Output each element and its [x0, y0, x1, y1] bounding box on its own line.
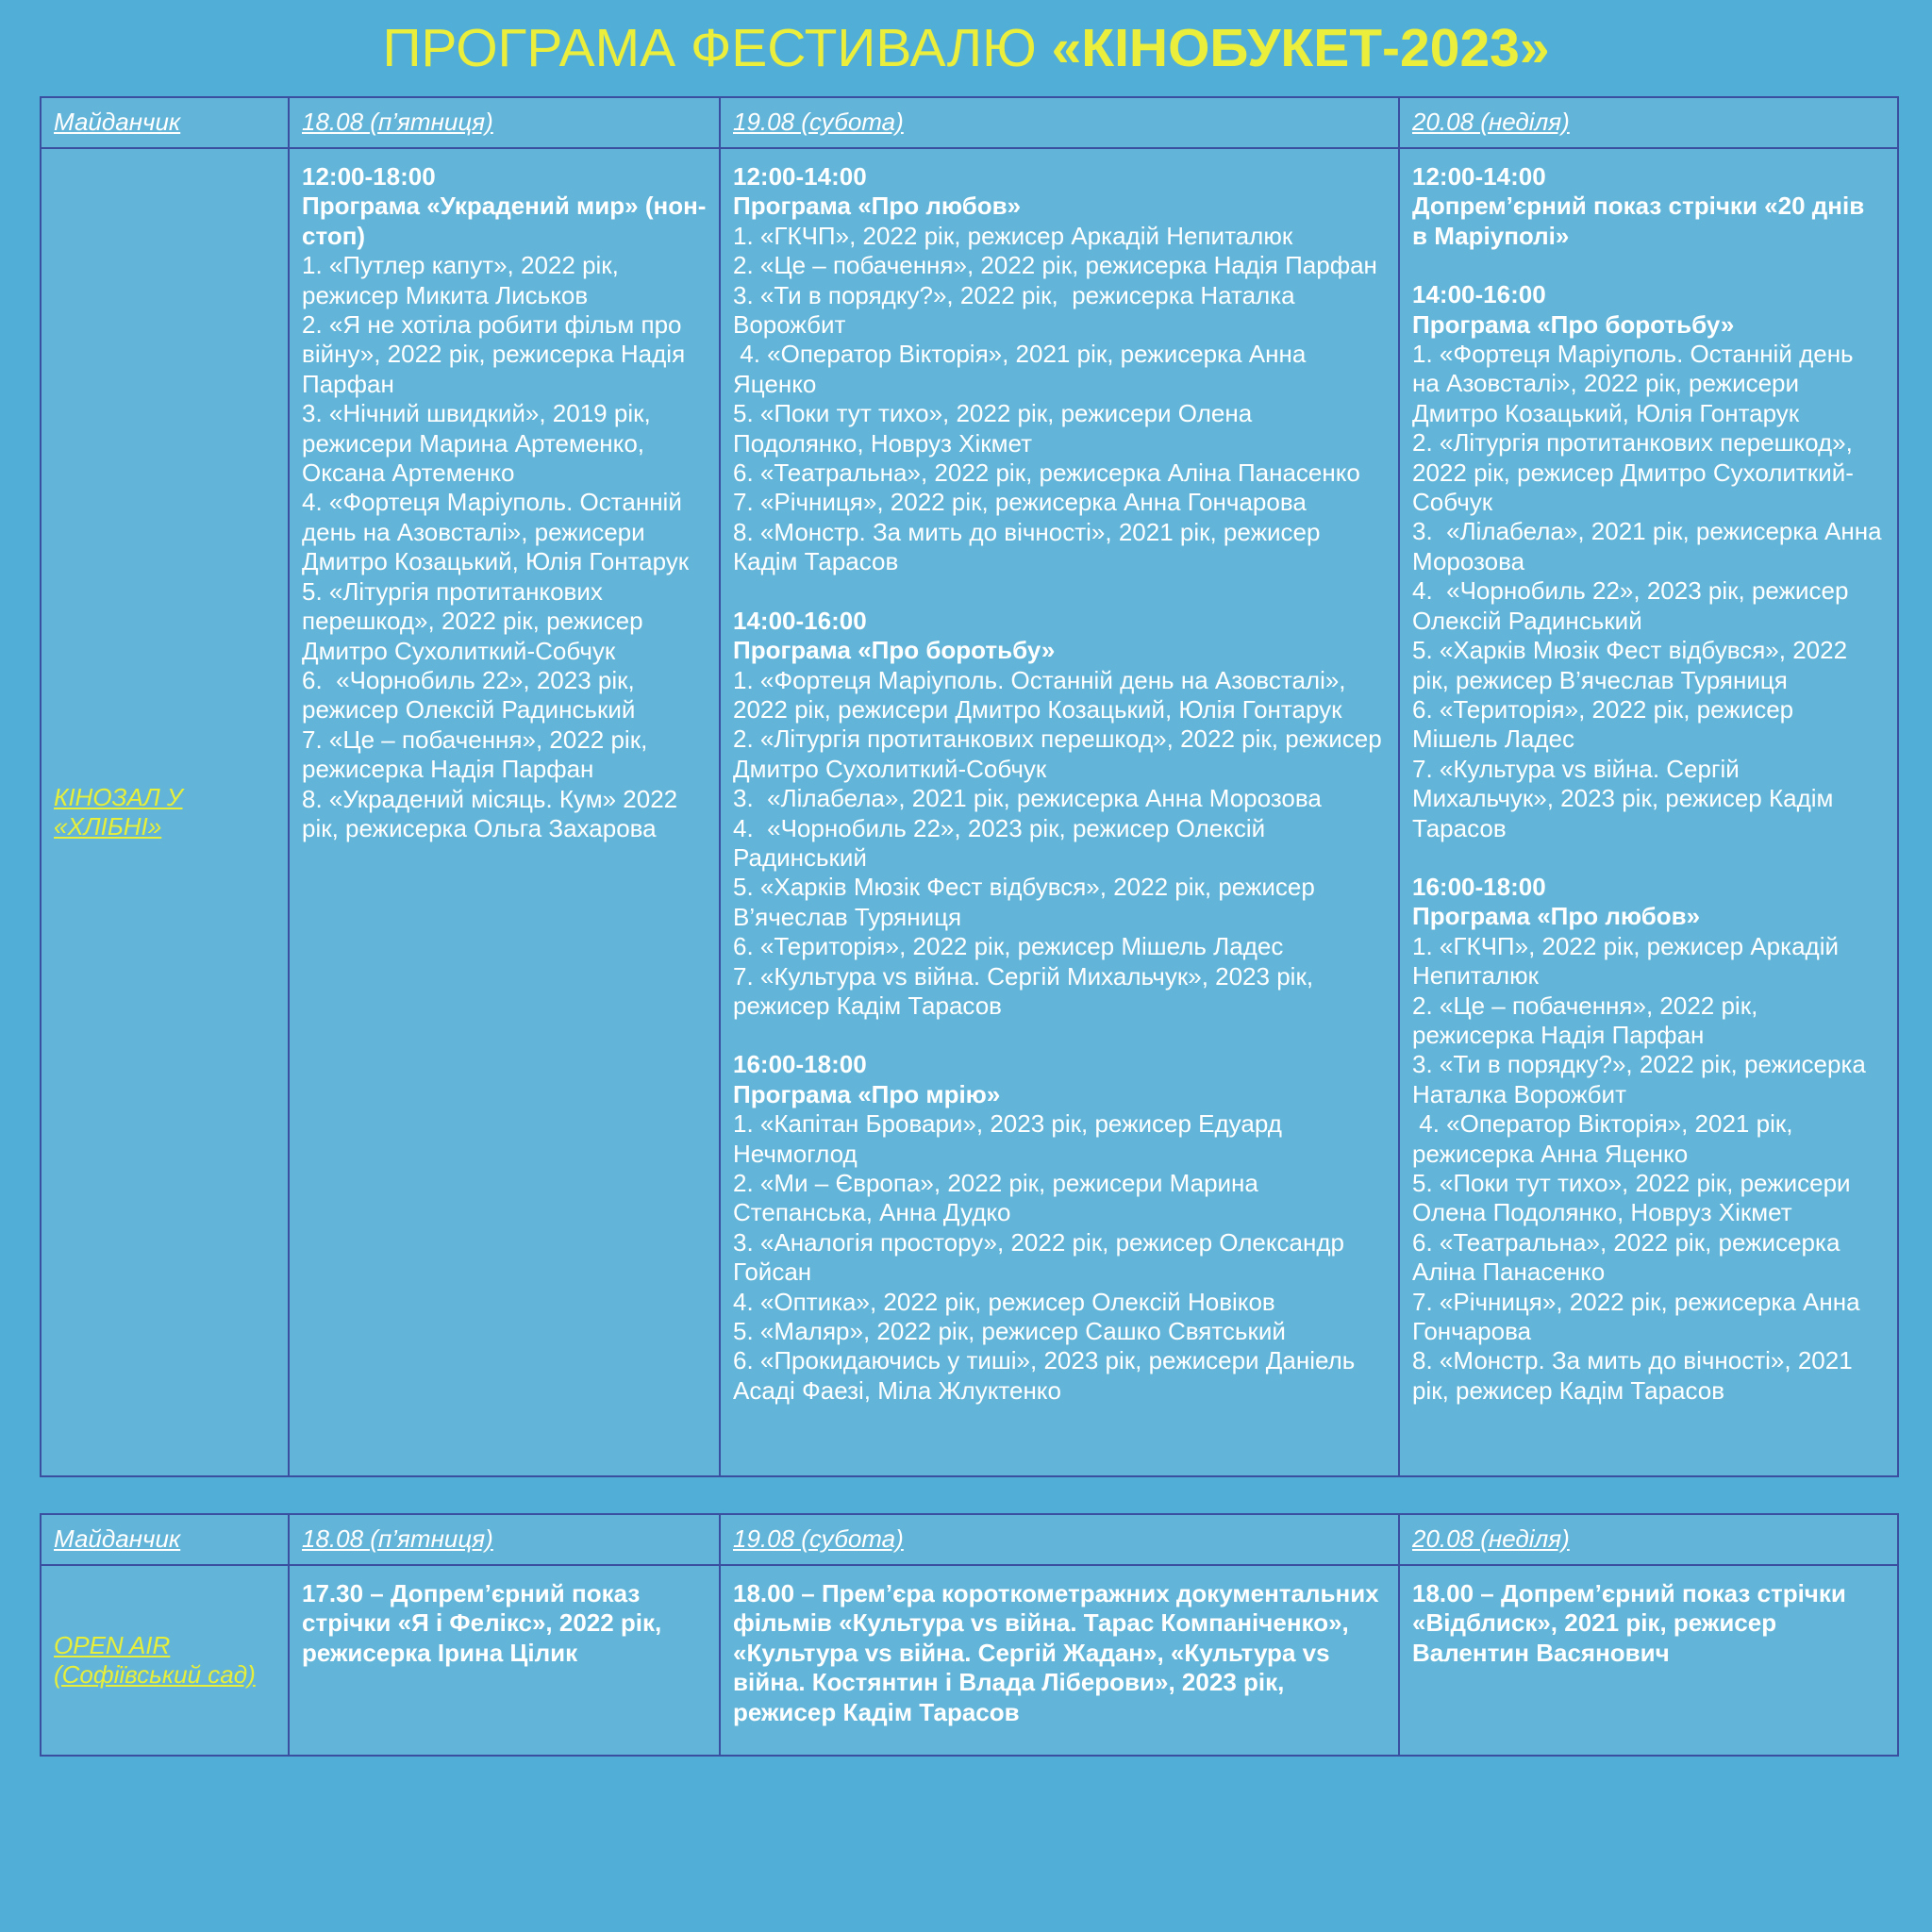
film-item: 1. «Фортеця Маріуполь. Останній день на Азовсталі», 2022 рік, режисери Дмитро Козацький, Юлія Гонтарук — [1412, 340, 1860, 427]
slot-time: 16:00-18:00 — [1412, 872, 1546, 901]
day1-event: 17.30 – Допрем’єрний показ стрічки «Я і Фелікс», 2022 рік, режисерка Ірина Цілик — [302, 1579, 662, 1667]
slot-time: 16:00-18:00 — [733, 1050, 867, 1079]
venue-link-open-air[interactable]: OPEN AIR (Софіївський сад) — [54, 1630, 256, 1689]
program-title: Програма «Про любов» — [733, 192, 1022, 221]
program-title: Програма «Про боротьбу» — [1412, 309, 1735, 339]
day1-schedule — [302, 162, 707, 843]
film-item: 4. «Чорнобиль 22», 2023 рік, режисер Олексій Радинський — [733, 813, 1273, 872]
film-item: 8. «Украдений місяць. Кум» 2022 рік, режисерка Ольга Захарова — [302, 784, 685, 842]
day2-event: 18.00 – Прем’єра короткометражних документальних фільмів «Культура vs війна. Тарас Компаніченко», «Культура vs війна. Сергій Жадан», «Культура vs війна. Костянтин і Влада Ліберови», 2023 рік, режисер Кадім Тарасов — [733, 1579, 1379, 1726]
program-slot — [1412, 873, 1885, 1406]
title-prefix: ПРОГРАМА ФЕСТИВАЛЮ — [382, 18, 1052, 78]
film-item: 4. «Оператор Вікторія», 2021 рік, режисерка Анна Яценко — [1412, 1109, 1800, 1168]
day2-cell — [720, 1565, 1399, 1756]
film-item: 6. «Театральна», 2022 рік, режисерка Аліна Панасенко — [733, 458, 1360, 488]
film-item: 3. «Ти в порядку?», 2022 рік, режисерка Наталка Ворожбит — [733, 280, 1302, 340]
table-header-row — [41, 97, 1898, 148]
header-cell-day2 — [720, 1514, 1399, 1565]
slot-time: 14:00-16:00 — [733, 606, 867, 635]
film-item: 6. «Територія», 2022 рік, режисер Мішель Ладес — [1412, 694, 1801, 754]
day2-schedule — [733, 162, 1389, 1406]
schedule-table-cinema — [40, 96, 1899, 1477]
film-item: 1. «ГКЧП», 2022 рік, режисер Аркадій Непиталюк — [1412, 931, 1846, 991]
day1-cell — [289, 1565, 720, 1756]
program-title: Програма «Украдений мир» (нон-стоп) — [302, 192, 707, 250]
film-item: 4. «Чорнобиль 22», 2023 рік, режисер Олексій Радинський — [1412, 576, 1856, 635]
film-item: 1. «Фортеця Маріуполь. Останній день на Азовсталі», 2022 рік, режисери Дмитро Козацький, Юлія Гонтарук — [733, 665, 1353, 724]
header-cell-day1 — [289, 1514, 720, 1565]
film-item: 1. «ГКЧП», 2022 рік, режисер Аркадій Непиталюк — [733, 221, 1293, 250]
film-item: 7. «Річниця», 2022 рік, режисерка Анна Гончарова — [733, 488, 1307, 517]
film-item: 6. «Театральна», 2022 рік, режисерка Аліна Панасенко — [1412, 1227, 1847, 1287]
film-item: 7. «Це – побачення», 2022 рік, режисерка Надія Парфан — [302, 724, 655, 784]
film-item: 5. «Харків Мюзік Фест відбувся», 2022 рік, режисер В’ячеслав Туряниця — [1412, 636, 1855, 694]
day3-cell — [1399, 148, 1898, 1476]
venue-cell — [41, 1565, 289, 1756]
film-item: 7. «Річниця», 2022 рік, режисерка Анна Гончарова — [1412, 1287, 1867, 1346]
slot-time: 14:00-16:00 — [1412, 280, 1546, 309]
film-item: 6. «Прокидаючись у тиші», 2023 рік, режисери Даніель Асаді Фаезі, Міла Жлуктенко — [733, 1346, 1362, 1405]
schedule-table-open-air — [40, 1513, 1899, 1757]
film-item: 5. «Поки тут тихо», 2022 рік, режисери Олена Подолянко, Новруз Хікмет — [1412, 1169, 1857, 1227]
day2-cell — [720, 148, 1399, 1476]
film-item: 3. «Аналогія простору», 2022 рік, режисер Олександр Гойсан — [733, 1227, 1352, 1287]
film-item: 3. «Лілабела», 2021 рік, режисерка Анна Морозова — [1412, 517, 1889, 575]
film-item: 3. «Нічний швидкий», 2019 рік, режисери Марина Артеменко, Оксана Артеменко — [302, 399, 658, 488]
festival-name: «КІНОБУКЕТ-2023» — [1051, 18, 1550, 78]
day2-link[interactable]: 19.08 (субота) — [733, 108, 904, 136]
day1-link[interactable]: 18.08 (п’ятниця) — [302, 108, 493, 136]
venue-cell — [41, 148, 289, 1476]
table-body-row — [41, 1565, 1898, 1756]
header-cell-day3 — [1399, 97, 1898, 148]
film-item: 4. «Оператор Вікторія», 2021 рік, режисерка Анна Яценко — [733, 340, 1313, 398]
day3-link[interactable]: 20.08 (неділя) — [1412, 1524, 1570, 1553]
header-cell-day3 — [1399, 1514, 1898, 1565]
film-item: 1. «Капітан Бровари», 2023 рік, режисер Едуард Нечмоглод — [733, 1109, 1290, 1168]
program-slot — [733, 162, 1386, 577]
film-item: 3. «Ти в порядку?», 2022 рік, режисерка Наталка Ворожбит — [1412, 1050, 1874, 1108]
slot-time: 12:00-14:00 — [1412, 162, 1546, 191]
day1-cell — [289, 148, 720, 1476]
table-header-row — [41, 1514, 1898, 1565]
film-item: 7. «Культура vs війна. Сергій Михальчук», 2023 рік, режисер Кадім Тарасов — [1412, 754, 1840, 842]
film-item: 5. «Маляр», 2022 рік, режисер Сашко Святський — [733, 1317, 1286, 1346]
film-item: 3. «Лілабела», 2021 рік, режисерка Анна Морозова — [733, 784, 1322, 813]
film-item: 4. «Фортеця Маріуполь. Останній день на Азовсталі», режисери Дмитро Козацький, Юлія Гонтарук — [302, 488, 690, 576]
film-item: 7. «Культура vs війна. Сергій Михальчук», 2023 рік, режисер Кадім Тарасов — [733, 961, 1321, 1020]
film-item: 2. «Я не хотіла робити фільм про війну», 2022 рік, режисерка Надія Парфан — [302, 310, 692, 398]
film-item: 5. «Поки тут тихо», 2022 рік, режисери Олена Подолянко, Новруз Хікмет — [733, 399, 1259, 458]
venue-link-hlibnia[interactable]: КІНОЗАЛ У «ХЛІБНІ» — [54, 782, 183, 841]
header-cell-day1 — [289, 97, 720, 148]
day3-link[interactable]: 20.08 (неділя) — [1412, 108, 1570, 136]
film-item: 5. «Харків Мюзік Фест відбувся», 2022 рік, режисер В’ячеслав Туряниця — [733, 873, 1323, 931]
film-item: 1. «Путлер капут», 2022 рік, режисер Микита Лиськов — [302, 251, 626, 309]
film-item: 8. «Монстр. За мить до вічності», 2021 рік, режисер Кадім Тарасов — [1412, 1346, 1859, 1405]
slot-time: 12:00-18:00 — [302, 162, 436, 191]
program-title: Допрем’єрний показ стрічки «20 днів в Маріуполі» — [1412, 192, 1865, 250]
day3-event: 18.00 – Допрем’єрний показ стрічки «Відблиск», 2021 рік, режисер Валентин Васянович — [1412, 1579, 1846, 1667]
venue-column-link[interactable]: Майданчик — [54, 108, 181, 136]
film-item: 4. «Оптика», 2022 рік, режисер Олексій Новіков — [733, 1287, 1275, 1316]
day2-link[interactable]: 19.08 (субота) — [733, 1524, 904, 1553]
header-cell-venue — [41, 1514, 289, 1565]
program-title: Програма «Про боротьбу» — [733, 636, 1056, 665]
program-title: Програма «Про мрію» — [733, 1079, 1001, 1108]
film-item: 2. «Це – побачення», 2022 рік, режисерка Надія Парфан — [1412, 991, 1765, 1049]
film-item: 8. «Монстр. За мить до вічності», 2021 рік, режисер Кадім Тарасов — [733, 517, 1327, 576]
day3-schedule — [1412, 162, 1889, 1406]
slot-time: 12:00-14:00 — [733, 162, 867, 191]
venue-column-link[interactable]: Майданчик — [54, 1524, 181, 1553]
film-item: 2. «Це – побачення», 2022 рік, режисерка Надія Парфан — [733, 251, 1377, 280]
program-title: Програма «Про любов» — [1412, 902, 1701, 931]
day3-cell — [1399, 1565, 1898, 1756]
film-item: 6. «Чорнобиль 22», 2023 рік, режисер Олексій Радинський — [302, 665, 641, 724]
film-item: 2. «Літургія протитанкових перешкод», 2022 рік, режисер Дмитро Сухолиткий-Собчук — [1412, 428, 1860, 517]
program-slot — [1412, 280, 1889, 843]
program-slot — [1412, 162, 1885, 251]
film-item: 6. «Територія», 2022 рік, режисер Мішель Ладес — [733, 932, 1284, 961]
program-slot — [302, 162, 707, 843]
header-cell-venue — [41, 97, 289, 148]
program-slot — [733, 606, 1389, 1022]
film-item: 2. «Літургія протитанкових перешкод», 2022 рік, режисер Дмитро Сухолиткий-Собчук — [733, 724, 1389, 783]
page-title — [0, 17, 1932, 79]
film-item: 2. «Ми – Європа», 2022 рік, режисери Марина Степанська, Анна Дудко — [733, 1169, 1266, 1227]
table-body-row — [41, 148, 1898, 1476]
header-cell-day2 — [720, 97, 1399, 148]
program-slot — [733, 1050, 1386, 1406]
day1-link[interactable]: 18.08 (п’ятниця) — [302, 1524, 493, 1553]
film-item: 5. «Літургія протитанкових перешкод», 2022 рік, режисер Дмитро Сухолиткий-Собчук — [302, 576, 650, 665]
